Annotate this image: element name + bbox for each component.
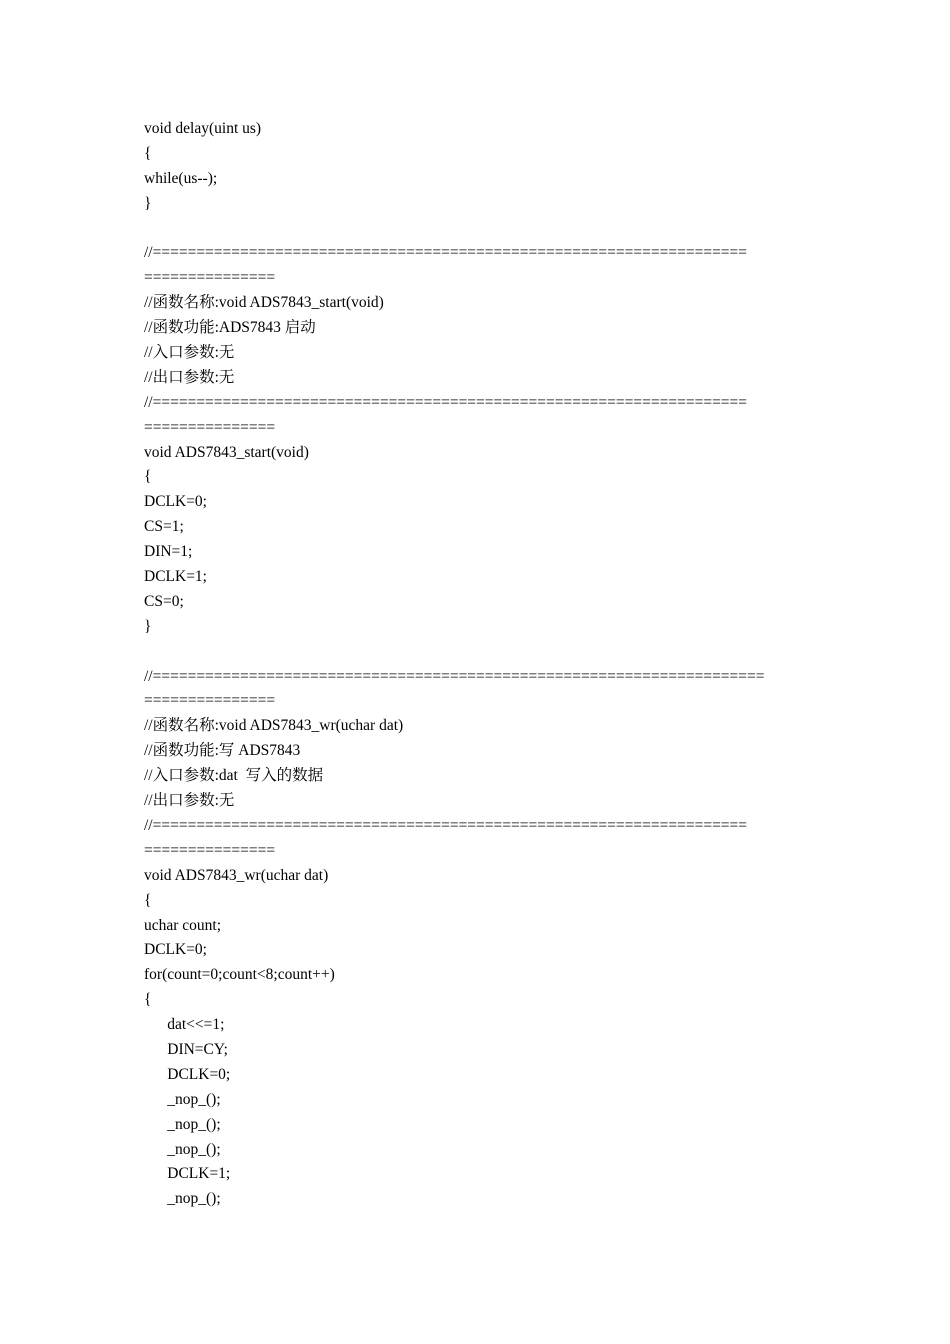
code-line: } — [144, 617, 152, 635]
code-line: _nop_(); — [144, 1140, 221, 1158]
code-line: void ADS7843_wr(uchar dat) — [144, 866, 329, 884]
code-line: { — [144, 991, 152, 1009]
code-line: //函数功能:ADS7843 启动 — [144, 319, 316, 337]
code-line: DCLK=0; — [144, 493, 207, 511]
code-line: //==================================================================== — [144, 816, 748, 834]
code-line: //入口参数:dat 写入的数据 — [144, 767, 324, 785]
code-line: _nop_(); — [144, 1090, 221, 1108]
code-line: =============== — [144, 841, 276, 859]
code-line: void ADS7843_start(void) — [144, 443, 309, 461]
code-line — [144, 640, 765, 665]
code-line: CS=1; — [144, 518, 184, 536]
code-line: //函数名称:void ADS7843_wr(uchar dat) — [144, 717, 404, 735]
code-line: _nop_(); — [144, 1115, 221, 1133]
code-line: uchar count; — [144, 916, 222, 934]
code-line: =============== — [144, 692, 276, 710]
code-line: //入口参数:无 — [144, 344, 235, 362]
code-line: //出口参数:无 — [144, 792, 235, 810]
code-line: //函数名称:void ADS7843_start(void) — [144, 294, 384, 312]
code-line: //==================================================================== — [144, 244, 748, 262]
code-line: dat<<=1; — [144, 1016, 225, 1034]
code-line: DCLK=1; — [144, 568, 207, 586]
code-line: { — [144, 468, 152, 486]
code-line: CS=0; — [144, 592, 184, 610]
code-line — [144, 217, 765, 242]
code-line: //函数功能:写 ADS7843 — [144, 742, 301, 760]
code-line: DCLK=1; — [144, 1165, 231, 1183]
code-line: DIN=CY; — [144, 1040, 228, 1058]
code-line: for(count=0;count<8;count++) — [144, 966, 335, 984]
code-line: void delay(uint us) — [144, 120, 262, 137]
code-line: =============== — [144, 418, 276, 436]
code-line: =============== — [144, 269, 276, 287]
code-line: DIN=1; — [144, 543, 193, 561]
code-line: //====================================================================== — [144, 667, 765, 685]
code-line: { — [144, 891, 152, 909]
code-line: { — [144, 144, 152, 162]
code-line: } — [144, 194, 152, 212]
code-listing — [144, 117, 765, 1212]
code-line: DCLK=0; — [144, 941, 207, 959]
code-line: while(us--); — [144, 169, 218, 187]
code-line: //出口参数:无 — [144, 368, 235, 386]
code-line: //==================================================================== — [144, 393, 748, 411]
code-line: DCLK=0; — [144, 1065, 231, 1083]
code-line: _nop_(); — [144, 1190, 221, 1208]
